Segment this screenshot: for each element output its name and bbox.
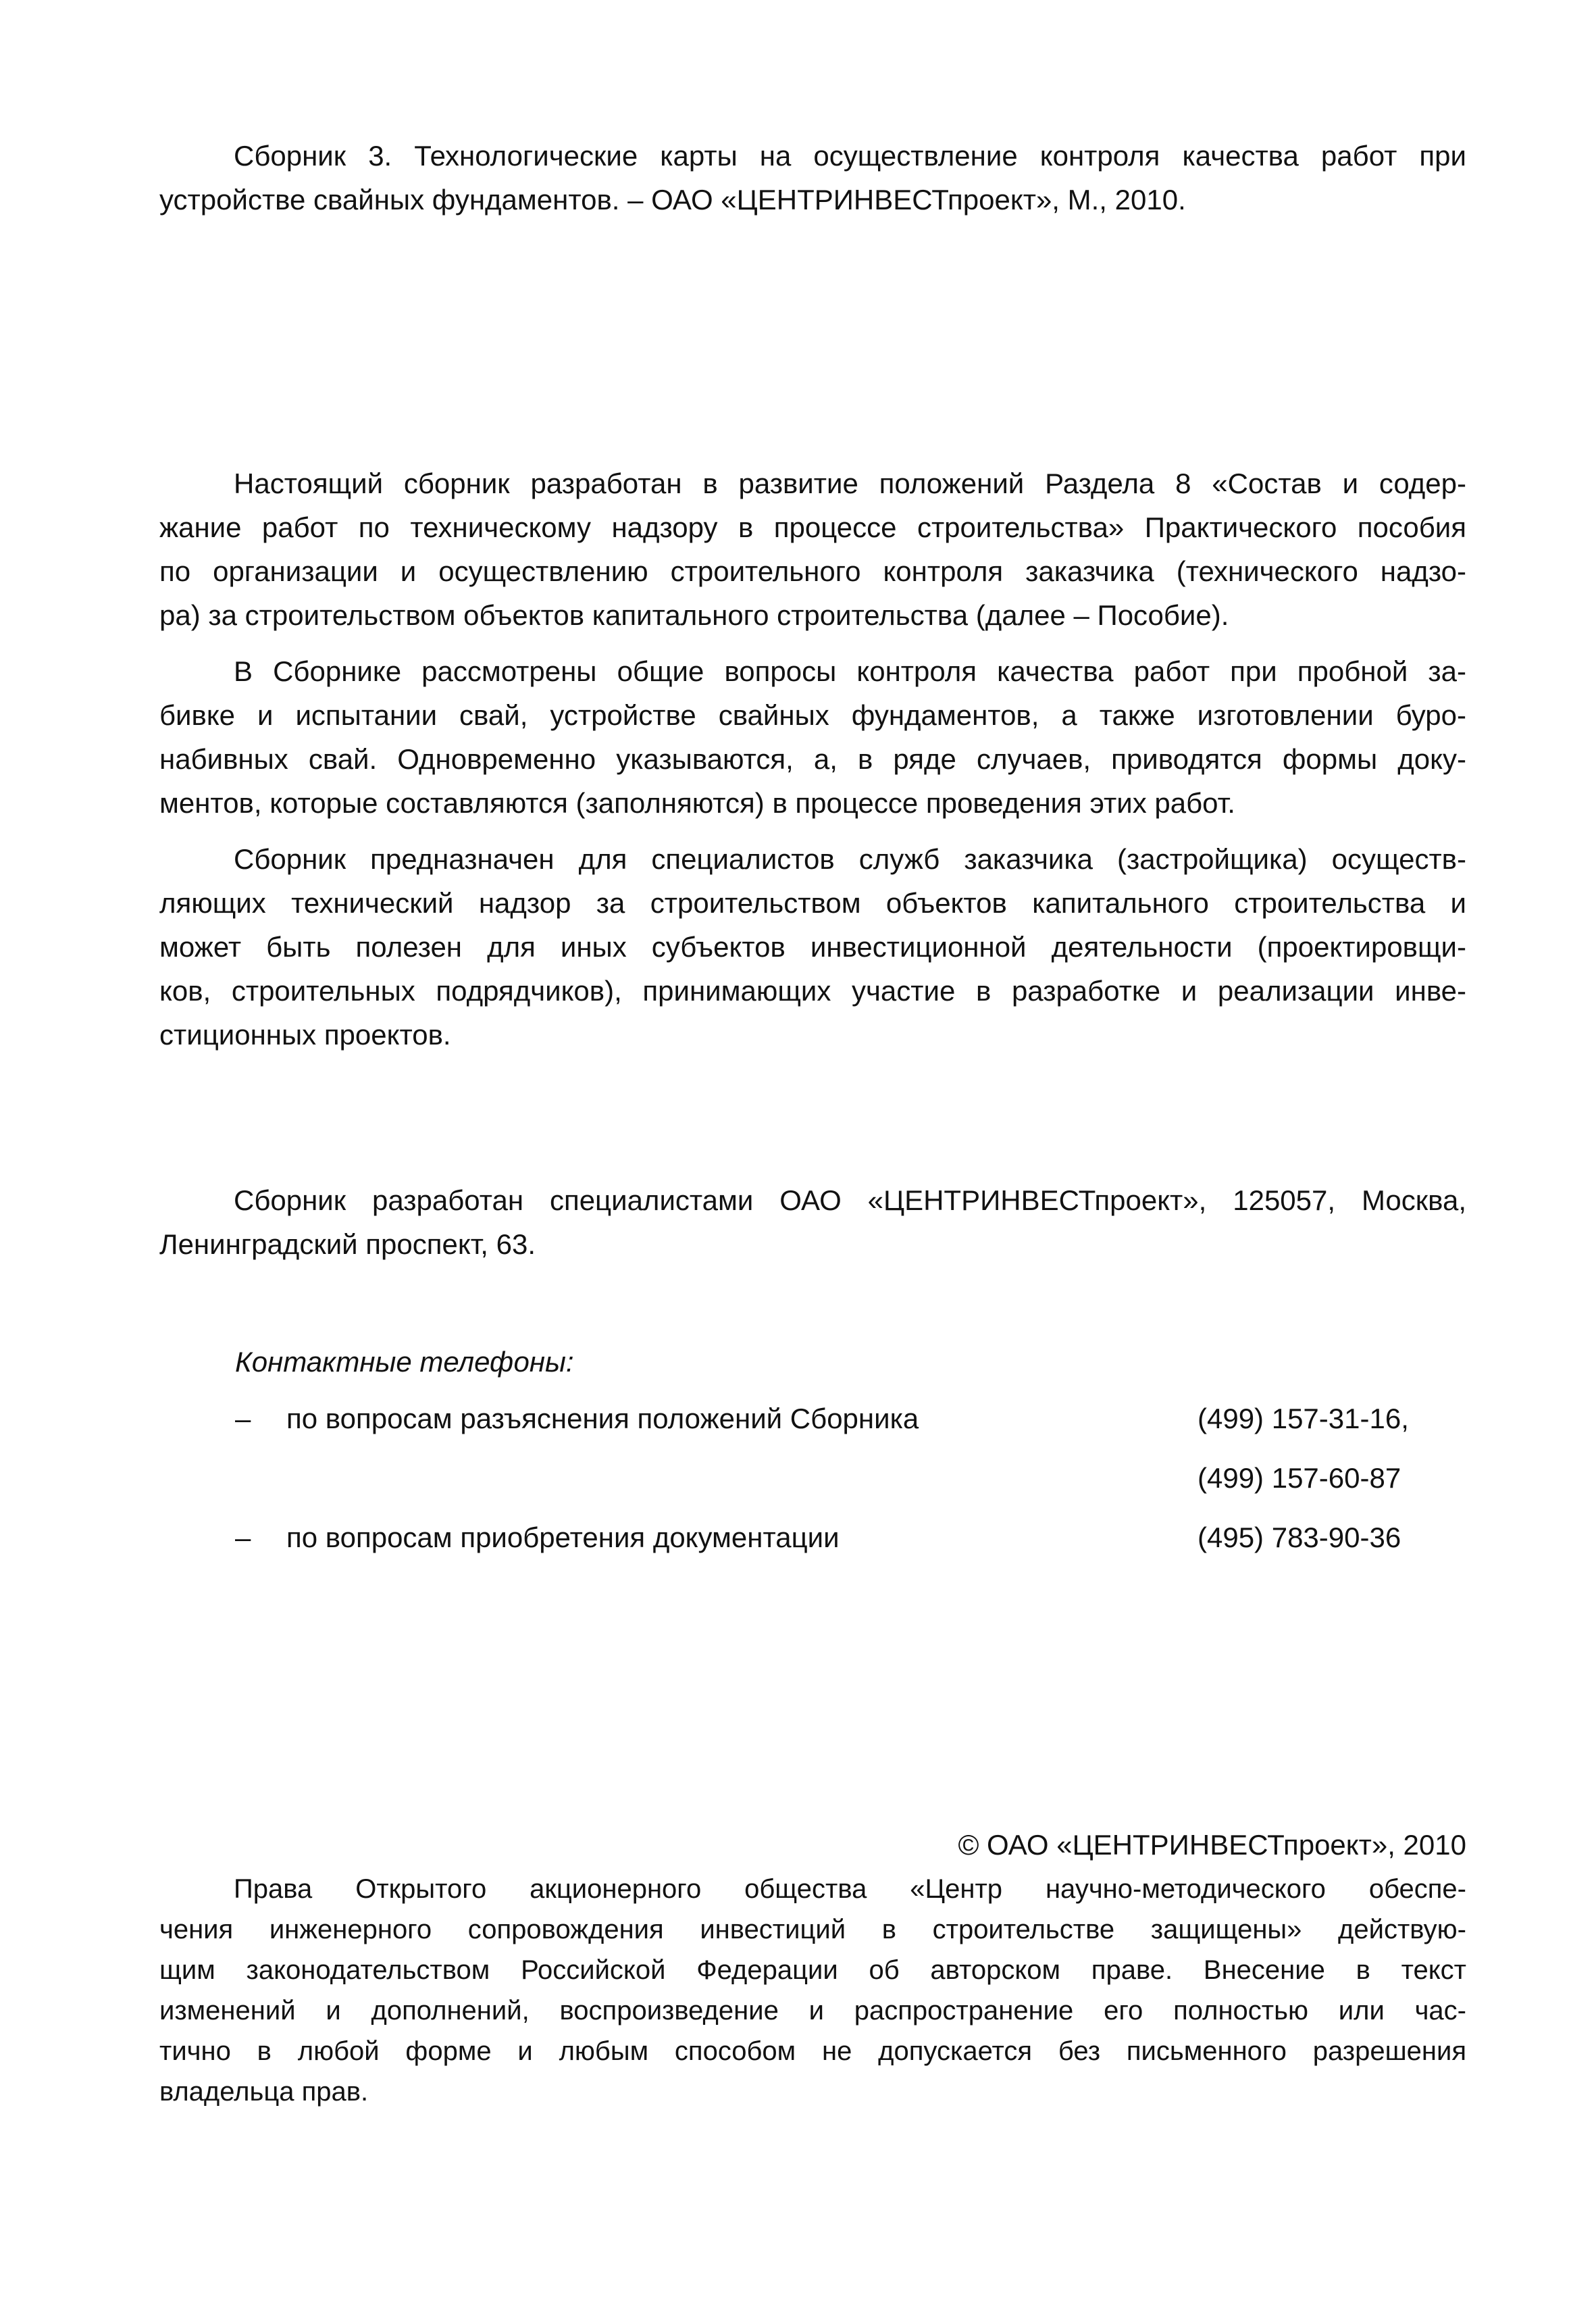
text-line: изменений и дополнений, воспроизведение и распространение его полностью или час- <box>159 1996 1466 2026</box>
developer-info <box>159 1178 1466 1266</box>
contact-label: по вопросам разъяснения положений Сборника <box>286 1403 919 1434</box>
contact-phone: (495) 783-90-36 <box>1198 1521 1401 1553</box>
text-line: ляющих технический надзор за строительством объектов капитального строительства и <box>159 887 1466 919</box>
citation-line: Сборник 3. Технологические карты на осуществление контроля качества работ при <box>234 140 1466 172</box>
copyright-notice: © ОАО «ЦЕНТРИНВЕСТпроект», 2010 <box>958 1829 1466 1861</box>
text-line: щим законодательством Российской Федерации об авторском праве. Внесение в текст <box>159 1955 1466 1985</box>
text-line: Права Открытого акционерного общества «Центр научно-методического обеспе- <box>234 1874 1466 1904</box>
contact-label: по вопросам приобретения документации <box>286 1521 840 1553</box>
copyright-section <box>159 1824 1466 2112</box>
text-line: по организации и осуществлению строительного контроля заказчика (технического надзо- <box>159 555 1466 587</box>
text-line: Настоящий сборник разработан в развитие положений Раздела 8 «Состав и содер- <box>234 468 1466 499</box>
contacts-heading: Контактные телефоны: <box>235 1346 574 1378</box>
text-line: владельца прав. <box>159 2077 369 2107</box>
text-line: Ленинградский проспект, 63. <box>159 1228 536 1260</box>
text-line: ра) за строительством объектов капитального строительства (далее – Пособие). <box>159 599 1229 631</box>
list-dash: – <box>235 1403 251 1434</box>
text-line: бивке и испытании свай, устройстве свайных фундаментов, а также изготовлении буро- <box>159 699 1466 731</box>
rights-paragraph <box>159 1869 1466 2112</box>
contact-row <box>159 1399 1466 1458</box>
intro-paragraph-3 <box>159 837 1466 1057</box>
intro-paragraph-1 <box>159 461 1466 637</box>
text-line: жание работ по техническому надзору в процессе строительства» Практического пособия <box>159 511 1466 543</box>
text-line: ментов, которые составляются (заполняются) в процессе проведения этих работ. <box>159 787 1235 819</box>
intro-paragraph-2 <box>159 649 1466 825</box>
text-line: может быть полезен для иных субъектов инвестиционной деятельности (проектировщи- <box>159 931 1466 963</box>
developer-paragraph <box>159 1178 1466 1266</box>
text-line: набивных свай. Одновременно указываются, а, в ряде случаев, приводятся формы доку- <box>159 743 1466 775</box>
text-line: тично в любой форме и любым способом не допускается без письменного разрешения <box>159 2036 1466 2066</box>
text-line: Сборник разработан специалистами ОАО «ЦЕНТРИНВЕСТпроект», 125057, Москва, <box>234 1184 1466 1216</box>
citation-paragraph <box>159 134 1466 222</box>
introduction-section <box>159 461 1466 1057</box>
collection-citation <box>159 134 1466 222</box>
contact-phone: (499) 157-31-16, <box>1198 1403 1409 1434</box>
text-line: Сборник предназначен для специалистов служб заказчика (застройщика) осуществ- <box>234 843 1466 875</box>
citation-line: устройстве свайных фундаментов. – ОАО «ЦЕНТРИНВЕСТпроект», М., 2010. <box>159 184 1186 216</box>
contacts-section <box>159 1342 1466 1577</box>
text-line: чения инженерного сопровождения инвестиций в строительстве защищены» действую- <box>159 1915 1466 1944</box>
contact-row <box>159 1458 1466 1517</box>
contact-phone: (499) 157-60-87 <box>1198 1462 1401 1494</box>
text-line: В Сборнике рассмотрены общие вопросы контроля качества работ при пробной за- <box>234 655 1466 687</box>
contact-row <box>159 1517 1466 1577</box>
list-dash: – <box>235 1521 251 1553</box>
text-line: стиционных проектов. <box>159 1019 451 1051</box>
text-line: ков, строительных подрядчиков), принимающих участие в разработке и реализации инве- <box>159 975 1466 1007</box>
